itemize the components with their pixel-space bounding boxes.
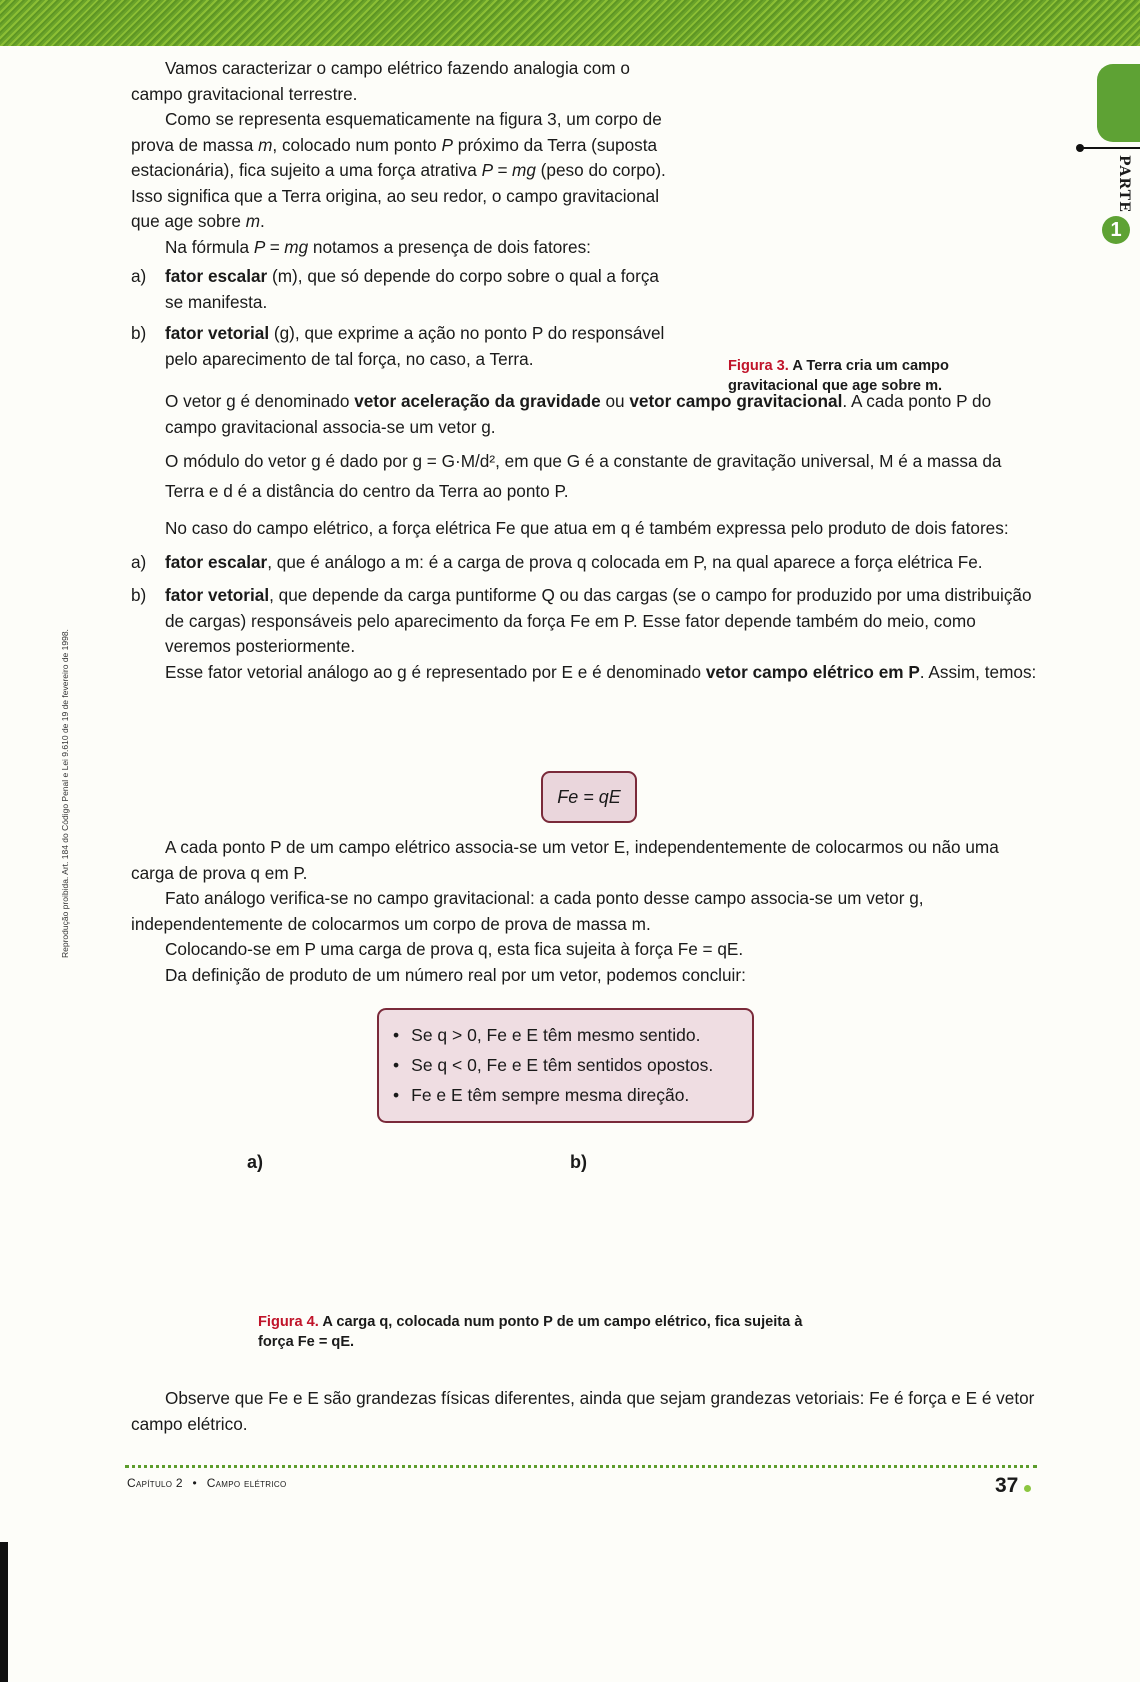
svg-text:E: E bbox=[763, 1201, 771, 1216]
svg-text:P: P bbox=[331, 1223, 339, 1238]
conclusion-item: • Se q < 0, Fe e E têm sentidos opostos. bbox=[393, 1050, 738, 1080]
weight-vector-arrow bbox=[832, 122, 870, 160]
intro-paragraph-3: Na fórmula P = mg notamos a presença de dois fatores: bbox=[165, 236, 591, 257]
page-number: 37 bbox=[995, 1474, 1019, 1497]
svg-text:E: E bbox=[416, 1201, 424, 1216]
footer-divider bbox=[125, 1465, 1037, 1468]
g-vector-arrow bbox=[802, 92, 830, 120]
electric-paragraph-2: Esse fator vetorial análogo ao g é representado por E e é denominado vetor campo elétrico em P. Assim, temos: bbox=[165, 661, 1037, 682]
charge-point-b bbox=[693, 1240, 701, 1248]
electric-section-2 bbox=[131, 835, 1039, 988]
electric-paragraph-1: No caso do campo elétrico, a força elétrica Fe que atua em q é também expressa pelo produto de dois fatores: bbox=[165, 518, 1009, 538]
svg-text:m: m bbox=[813, 68, 824, 83]
figure-3-caption: Figura 3. A Terra cria um campo gravitacional que age sobre m. bbox=[728, 358, 949, 394]
electric-paragraph-5: Colocando-se em P uma carga de prova q, esta fica sujeita à força Fe = qE. bbox=[165, 939, 744, 959]
svg-text:Fe: Fe bbox=[623, 1228, 637, 1243]
figure-4-caption: Figura 4. A carga q, colocada num ponto P de um campo elétrico, fica sujeita à força Fe = qE. bbox=[258, 1314, 803, 1350]
earth-globe-icon bbox=[873, 163, 1039, 329]
field-region-a bbox=[275, 1182, 450, 1290]
svg-text:q < 0: q < 0 bbox=[674, 1250, 703, 1265]
part-label: PARTE bbox=[1116, 155, 1132, 213]
grav-factor-b: b) fator vetorial (g), que exprime a ação no ponto P do responsável pelo aparecimento de tal força, no caso, a Terra. bbox=[131, 323, 665, 369]
conclusion-item: • Se q > 0, Fe e E têm mesmo sentido. bbox=[393, 1020, 738, 1050]
scan-edge bbox=[0, 1542, 8, 1682]
svg-text:Fe: Fe bbox=[372, 1206, 386, 1221]
footer-chapter: Capítulo 2 • Campo elétrico bbox=[127, 1476, 287, 1490]
electric-paragraph-4: Fato análogo verifica-se no campo gravitacional: a cada ponto desse campo associa-se um vetor g, independentemente de colocarmos um corpo de prova de massa m. bbox=[131, 888, 924, 934]
svg-text:Terra: Terra bbox=[945, 225, 977, 241]
svg-text:P: P bbox=[676, 1225, 684, 1240]
figure-4b-label: b) bbox=[570, 1152, 587, 1172]
g-paragraph: O vetor g é denominado vetor aceleração da gravidade ou vetor campo gravitacional. A cada ponto P do campo gravitacional associa-se um vetor g. O módulo do vetor g é dado por g = G·M/d², em que G é a constante de gravitação universal, M é a massa da Terra e d é a distância do centro da Terra ao ponto P. bbox=[131, 389, 1039, 506]
intro-paragraph-1: Vamos caracterizar o campo elétrico fazendo analogia com o campo gravitacional terrestre. bbox=[131, 58, 630, 104]
page-number-dot bbox=[1024, 1485, 1031, 1492]
electric-section bbox=[131, 516, 1039, 685]
part-marker-line bbox=[1079, 147, 1140, 149]
svg-text:P: P bbox=[777, 69, 785, 84]
g-modulus-text: O módulo do vetor g é dado por g = G·M/d², em que G é a constante de gravitação universal, M é a massa da Terra e d é a distância do centro da Terra ao ponto P. bbox=[165, 451, 1002, 501]
intro-paragraph-2: Como se representa esquematicamente na figura 3, um corpo de prova de massa m, colocado num ponto P próximo da Terra (suposta estacionária), fica sujeito a uma força atrativa P = mg (peso do corpo). Isso significa que a Terra origina, ao seu redor, o campo gravitacional que age sobre m. bbox=[131, 109, 666, 231]
electric-factor-b: b) fator vetorial, que depende da carga puntiforme Q ou das cargas (se o campo for produzido por uma distribuição de cargas) responsáveis pelo aparecimento da força Fe em P. Esse fator depende também do meio, como veremos posteriormente. bbox=[131, 585, 1032, 656]
figure-4a-label: a) bbox=[247, 1152, 264, 1172]
conclusions-box bbox=[377, 1008, 754, 1123]
distance-arrow bbox=[705, 180, 860, 336]
test-mass-icon bbox=[786, 73, 808, 95]
legal-notice: Reprodução proibida. Art. 184 do Código Penal e Lei 9.610 de 19 de fevereiro de 1998. bbox=[60, 629, 70, 958]
electric-paragraph-3: A cada ponto P de um campo elétrico associa-se um vetor E, independentemente de colocarmos ou não uma carga de prova q em P. bbox=[131, 837, 999, 883]
charge-point-a bbox=[331, 1238, 339, 1246]
formula-box: Fe = qE bbox=[541, 771, 637, 823]
final-paragraph: Observe que Fe e E são grandezas físicas diferentes, ainda que sejam grandezas vetoriais: Fe é força e E é vetor campo elétrico. bbox=[131, 1388, 1035, 1434]
conclusion-item: • Fe e E têm sempre mesma direção. bbox=[393, 1080, 738, 1110]
part-tab bbox=[1097, 64, 1140, 142]
svg-text:P: P bbox=[876, 138, 886, 154]
svg-text:q > 0: q > 0 bbox=[328, 1247, 357, 1262]
svg-text:d: d bbox=[786, 240, 794, 257]
electric-paragraph-6: Da definição de produto de um número real por um vetor, podemos concluir: bbox=[165, 964, 746, 985]
intro-column bbox=[131, 56, 666, 372]
svg-text:g: g bbox=[838, 100, 846, 116]
weight-formula: P = mg bbox=[481, 160, 536, 180]
part-number-badge: 1 bbox=[1102, 216, 1130, 244]
grav-factor-a: a) fator escalar (m), que só depende do corpo sobre o qual a força se manifesta. bbox=[131, 266, 659, 312]
top-decorative-band bbox=[0, 0, 1140, 46]
electric-factor-a: a) fator escalar, que é análogo a m: é a carga de prova q colocada em P, na qual aparece a força elétrica Fe. bbox=[131, 551, 983, 572]
